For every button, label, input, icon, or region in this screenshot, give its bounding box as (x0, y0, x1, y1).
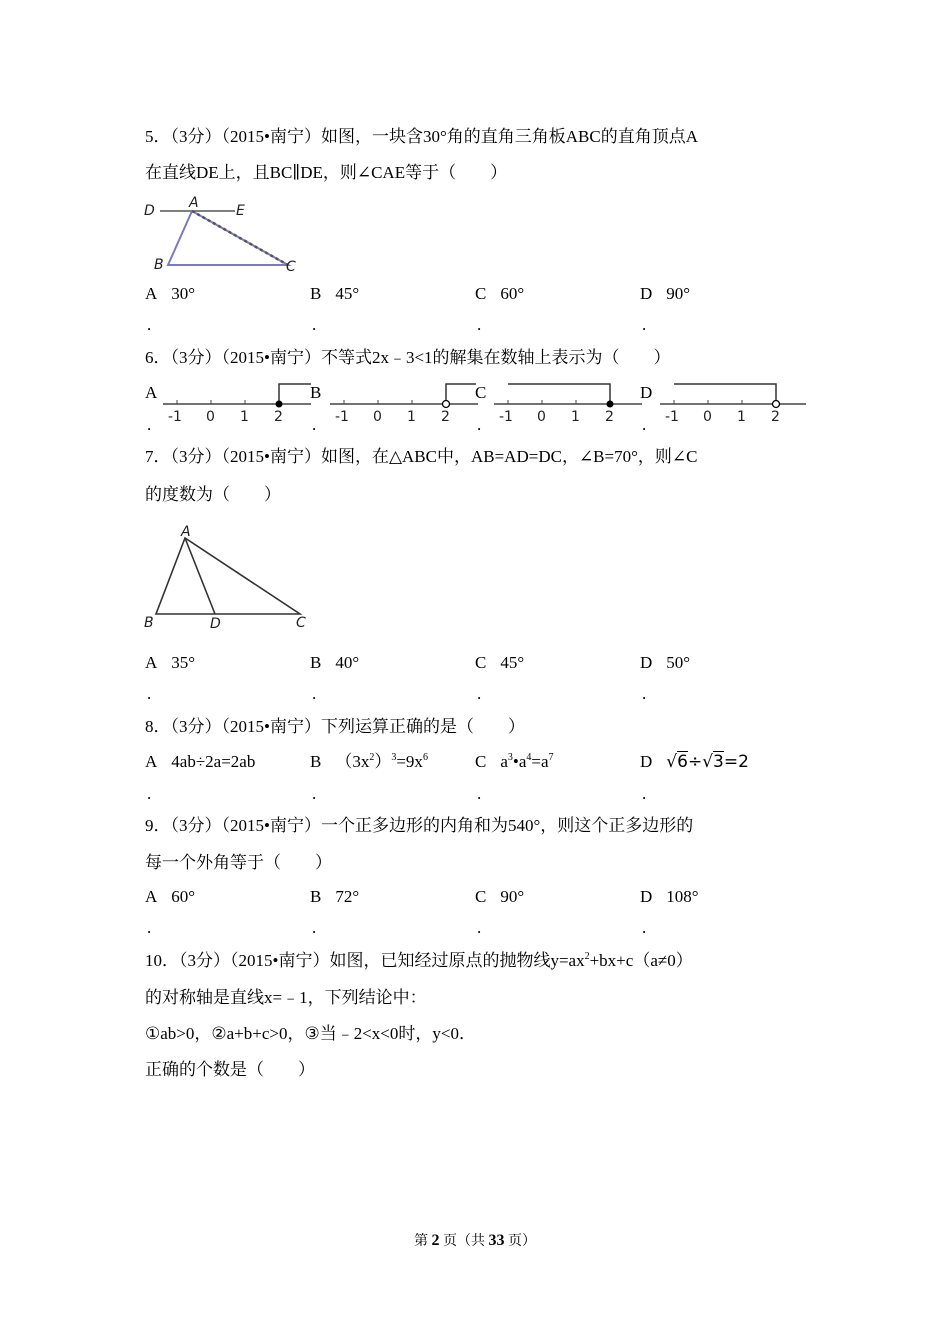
q7-dot-c: . (477, 684, 482, 703)
q6d-tick-1: 1 (737, 409, 746, 425)
q7-label-D: D (210, 616, 221, 632)
q5-label-C: C (286, 259, 296, 275)
q10-text-line1: 10．（3分）（2015•南宁）如图，已知经过原点的抛物线$y=ax^2+bx+c(a\ne 0)$ (145, 951, 693, 970)
q5-text-line1: 5．（3分）（2015•南宁）如图，一块含30°角的直角三角板ABC的直角顶点A (145, 127, 698, 146)
q6-option-c-label[interactable]: C (475, 383, 487, 402)
q9-dot-d: . (642, 918, 647, 937)
q5-dot-b: . (312, 315, 317, 334)
q10-text-line2: 的对称轴是直线x=﹣1，下列结论中： (145, 988, 427, 1007)
q9-text-line1: 9．（3分）（2015•南宁）一个正多边形的内角和为540°，则这个正多边形的 (145, 816, 694, 835)
sqrt-6-expression: √6÷√3=2 (666, 752, 749, 772)
q7-figure-triangle (140, 522, 320, 634)
q6a-tick-0: 0 (206, 409, 215, 425)
q7-option-a[interactable]: A 35° (145, 653, 196, 672)
q6b-tick-0: 0 (373, 409, 382, 425)
q7-label-B: B (144, 615, 154, 631)
q9-option-d[interactable]: D 108° (640, 887, 699, 906)
q6d-tick-2: 2 (771, 409, 780, 425)
total-page-number: 33 (488, 1232, 505, 1249)
q6b-tick-1: 1 (407, 409, 416, 425)
q8-text-line1: 8．（3分）（2015•南宁）下列运算正确的是（ ） (145, 717, 525, 736)
q6-number-line-c[interactable] (494, 380, 644, 426)
page-footer: 第 2 页（共 33 页） (414, 1232, 536, 1249)
q7-option-b[interactable]: B 40° (310, 653, 360, 672)
q6a-tick-m1: -1 (168, 409, 182, 425)
q5-option-c[interactable]: C 60° (475, 284, 525, 303)
q6b-tick-2: 2 (441, 409, 450, 425)
q6-number-line-b[interactable] (330, 380, 480, 426)
q7-dot-b: . (312, 684, 317, 703)
q7-label-C: C (296, 615, 306, 631)
q9-option-c[interactable]: C 90° (475, 887, 525, 906)
q5-figure-triangle (140, 195, 310, 280)
q6c-tick-1: 1 (571, 409, 580, 425)
q5-label-D: D (144, 203, 155, 219)
q8-dot-d: . (642, 784, 647, 803)
q8-option-c[interactable]: C $a^3•a^4=a^7$ (475, 752, 554, 771)
q6c-tick-0: 0 (537, 409, 546, 425)
q6-dot-a: . (147, 415, 152, 434)
q6-option-b-label[interactable]: B (310, 383, 322, 402)
q8-option-a[interactable]: A 4ab÷2a=2ab (145, 752, 256, 771)
current-page-number: 2 (431, 1232, 440, 1249)
q5-dot-d: . (642, 315, 647, 334)
q5-option-b[interactable]: B 45° (310, 284, 360, 303)
q6-number-line-d[interactable] (660, 380, 808, 426)
q9-dot-b: . (312, 918, 317, 937)
q10-text-line4: 正确的个数是（ ） (145, 1060, 315, 1079)
q6-dot-c: . (477, 415, 482, 434)
q7-text-line1: 7．（3分）（2015•南宁）如图，在△ABC中，AB=AD=DC，∠B=70°，则∠C (145, 447, 698, 466)
q9-dot-c: . (477, 918, 482, 937)
q6-text-line1: 6．（3分）（2015•南宁）不等式2x﹣3<1的解集在数轴上表示为（ ） (145, 348, 671, 367)
q5-label-B: B (154, 257, 164, 273)
q6d-tick-m1: -1 (665, 409, 679, 425)
q5-label-E: E (236, 203, 245, 219)
q6-option-d-label[interactable]: D (640, 383, 653, 402)
q9-text-line2: 每一个外角等于（ ） (145, 853, 332, 872)
q6-dot-b: . (312, 415, 317, 434)
q5-dot-a: . (147, 315, 152, 334)
q6-dot-d: . (642, 415, 647, 434)
q5-label-A: A (189, 195, 199, 211)
q8-dot-a: . (147, 784, 152, 803)
q6b-tick-m1: -1 (335, 409, 349, 425)
q6c-tick-m1: -1 (499, 409, 513, 425)
q6a-tick-2: 2 (274, 409, 283, 425)
q8-dot-c: . (477, 784, 482, 803)
q8-option-b[interactable]: B $(3x^2)^3=9x^6$ (310, 752, 428, 771)
q5-dot-c: . (477, 315, 482, 334)
q7-option-d[interactable]: D 50° (640, 653, 691, 672)
q8-dot-b: . (312, 784, 317, 803)
q9-dot-a: . (147, 918, 152, 937)
q7-dot-a: . (147, 684, 152, 703)
q6a-tick-1: 1 (240, 409, 249, 425)
q5-text-line2: 在直线DE上，且BC∥DE，则∠CAE等于（ ） (145, 163, 508, 182)
q7-option-c[interactable]: C 45° (475, 653, 525, 672)
q9-option-a[interactable]: A 60° (145, 887, 196, 906)
q7-dot-d: . (642, 684, 647, 703)
q9-option-b[interactable]: B 72° (310, 887, 360, 906)
q5-option-d[interactable]: D 90° (640, 284, 691, 303)
q10-text-line3: ①ab>0，②a+b+c>0，③当﹣2<x<0时，y<0． (145, 1024, 476, 1043)
q7-text-line2: 的度数为（ ） (145, 485, 281, 504)
q5-option-a[interactable]: A 30° (145, 284, 196, 303)
q6-option-a-label[interactable]: A (145, 383, 158, 402)
q8-option-d[interactable]: D √6÷√3=2 (640, 752, 749, 772)
q7-label-A: A (181, 524, 191, 540)
q6c-tick-2: 2 (605, 409, 614, 425)
q6-number-line-a[interactable] (163, 380, 313, 426)
q6d-tick-0: 0 (703, 409, 712, 425)
